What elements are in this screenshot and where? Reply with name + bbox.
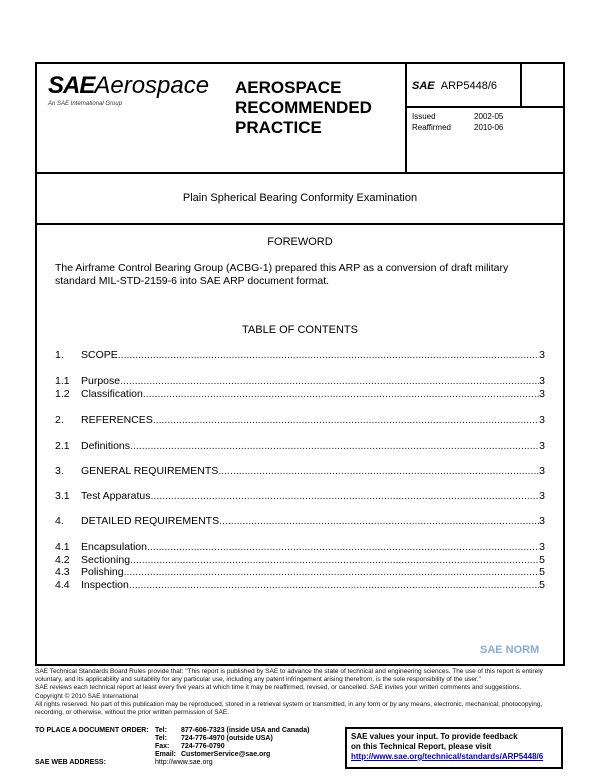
order-label: TO PLACE A DOCUMENT ORDER: [35, 727, 149, 734]
toc-page: 3 [539, 541, 545, 553]
toc-leader [153, 414, 539, 427]
toc-leader [150, 490, 539, 503]
feedback-link[interactable]: http://www.sae.org/technical/standards/ARP5448/6 [351, 752, 544, 761]
toc-entry[interactable] [55, 515, 545, 528]
order-contacts: Tel: 877-606-7323 (inside USA and Canada) Tel: 724-776-4970 (outside USA) Fax: 724-776-0790 Email: CustomerService@sae.org http://www.sae.org [155, 727, 310, 766]
toc-page: 3 [539, 490, 545, 502]
toc-leader [129, 579, 539, 592]
toc-leader [143, 388, 539, 401]
review-text: SAE reviews each technical report at least every five years at which time it may be reaffirmed, revised, or cancelled. SAE invites your written comments and suggestions. [35, 684, 522, 691]
sae-aerospace-logo: SAEAerospace [48, 72, 210, 99]
logo-subtitle: An SAE International Group [48, 101, 123, 107]
toc-page: 3 [539, 515, 545, 527]
toc-entry[interactable] [55, 579, 545, 592]
toc-label: DETAILED REQUIREMENTS [81, 515, 220, 527]
divider [405, 62, 407, 174]
toc-entry[interactable] [55, 490, 545, 503]
doc-type-title: AEROSPACE RECOMMENDED PRACTICE [235, 78, 372, 137]
toc-number: 2. [55, 414, 64, 426]
toc-entry[interactable] [55, 388, 545, 401]
toc-entry[interactable] [55, 349, 545, 362]
foreword-heading: FOREWORD [267, 236, 333, 248]
divider [35, 223, 565, 225]
toc-number: 4.1 [55, 541, 70, 553]
toc-leader [147, 541, 539, 554]
toc-number: 3.1 [55, 490, 70, 502]
toc-page: 5 [539, 554, 545, 566]
divider [520, 62, 522, 108]
order-block [35, 727, 335, 769]
toc-entry[interactable] [55, 566, 545, 579]
toc-label: SCOPE [81, 349, 118, 361]
toc-number: 4.4 [55, 579, 70, 591]
toc-label: Test Apparatus [81, 490, 151, 502]
toc-label: Inspection [81, 579, 129, 591]
toc-label: Classification [81, 388, 143, 400]
watermark: SAE NORM [480, 644, 540, 656]
toc-entry[interactable] [55, 465, 545, 478]
toc-entry[interactable] [55, 440, 545, 453]
toc-number: 4.2 [55, 554, 70, 566]
web-label: SAE WEB ADDRESS: [35, 759, 106, 766]
issue-dates: Issued 2002-05 Reaffirmed 2010-06 [412, 112, 504, 132]
toc-number: 4.3 [55, 566, 70, 578]
toc-heading: TABLE OF CONTENTS [242, 324, 358, 336]
toc-page: 3 [539, 375, 545, 387]
toc-label: REFERENCES [81, 414, 153, 426]
foreword-text: The Airframe Control Bearing Group (ACBG-1) prepared this ARP as a conversion of draft military standard MIL-STD-2159-6 into SAE ARP document format. [55, 262, 509, 287]
toc-number: 4. [55, 515, 64, 527]
toc-label: Encapsulation [81, 541, 147, 553]
web-address[interactable]: http://www.sae.org [155, 759, 213, 766]
rights-text: All rights reserved. No part of this publication may be reproduced, stored in a retrieval system or transmitted, in any form or by any means, electronic, mechanical, photocopying, recording, or otherwise, without the prior written permission of SAE. [35, 701, 543, 716]
toc-label: GENERAL REQUIREMENTS [81, 465, 219, 477]
toc-leader [219, 515, 539, 528]
toc-leader [124, 566, 539, 579]
toc-entry[interactable] [55, 375, 545, 388]
divider [405, 106, 565, 108]
toc-page: 3 [539, 414, 545, 426]
toc-page: 3 [539, 465, 545, 477]
toc-page: 3 [539, 440, 545, 452]
doc-number: SAE ARP5448/6 [412, 80, 498, 92]
toc-entry[interactable] [55, 541, 545, 554]
toc-label: Definitions [81, 440, 131, 452]
feedback-box: SAE values your input. To provide feedback on this Technical Report, please visit http://www.sae.org/technical/standards/ARP5448/6 [345, 727, 563, 769]
toc-page: 5 [539, 566, 545, 578]
toc-page: 3 [539, 388, 545, 400]
toc-page: 3 [539, 349, 545, 361]
toc-number: 2.1 [55, 440, 70, 452]
toc-leader [120, 375, 539, 388]
toc-label: Sectioning [81, 554, 131, 566]
toc-label: Purpose [81, 375, 121, 387]
legal-notices [35, 668, 565, 717]
toc-leader [218, 465, 539, 478]
toc-number: 1.1 [55, 375, 70, 387]
document-title: Plain Spherical Bearing Conformity Examination [182, 192, 418, 204]
toc-number: 1. [55, 349, 64, 361]
divider [35, 172, 565, 174]
toc-entry[interactable] [55, 414, 545, 427]
rules-text: SAE Technical Standards Board Rules provide that: "This report is published by SAE to advance the state of technical and engineering sciences. The use of this report is entirely voluntary, and its applicability and suitability for any particular use, including any patent infringement arising therefrom, is the sole responsibility of the user." [35, 668, 543, 683]
toc-number: 3. [55, 465, 64, 477]
toc-leader [118, 349, 539, 362]
toc-leader [130, 440, 539, 453]
toc-number: 1.2 [55, 388, 70, 400]
toc-label: Polishing [81, 566, 124, 578]
toc-page: 5 [539, 579, 545, 591]
copyright-text: Copyright © 2010 SAE International [35, 692, 139, 700]
